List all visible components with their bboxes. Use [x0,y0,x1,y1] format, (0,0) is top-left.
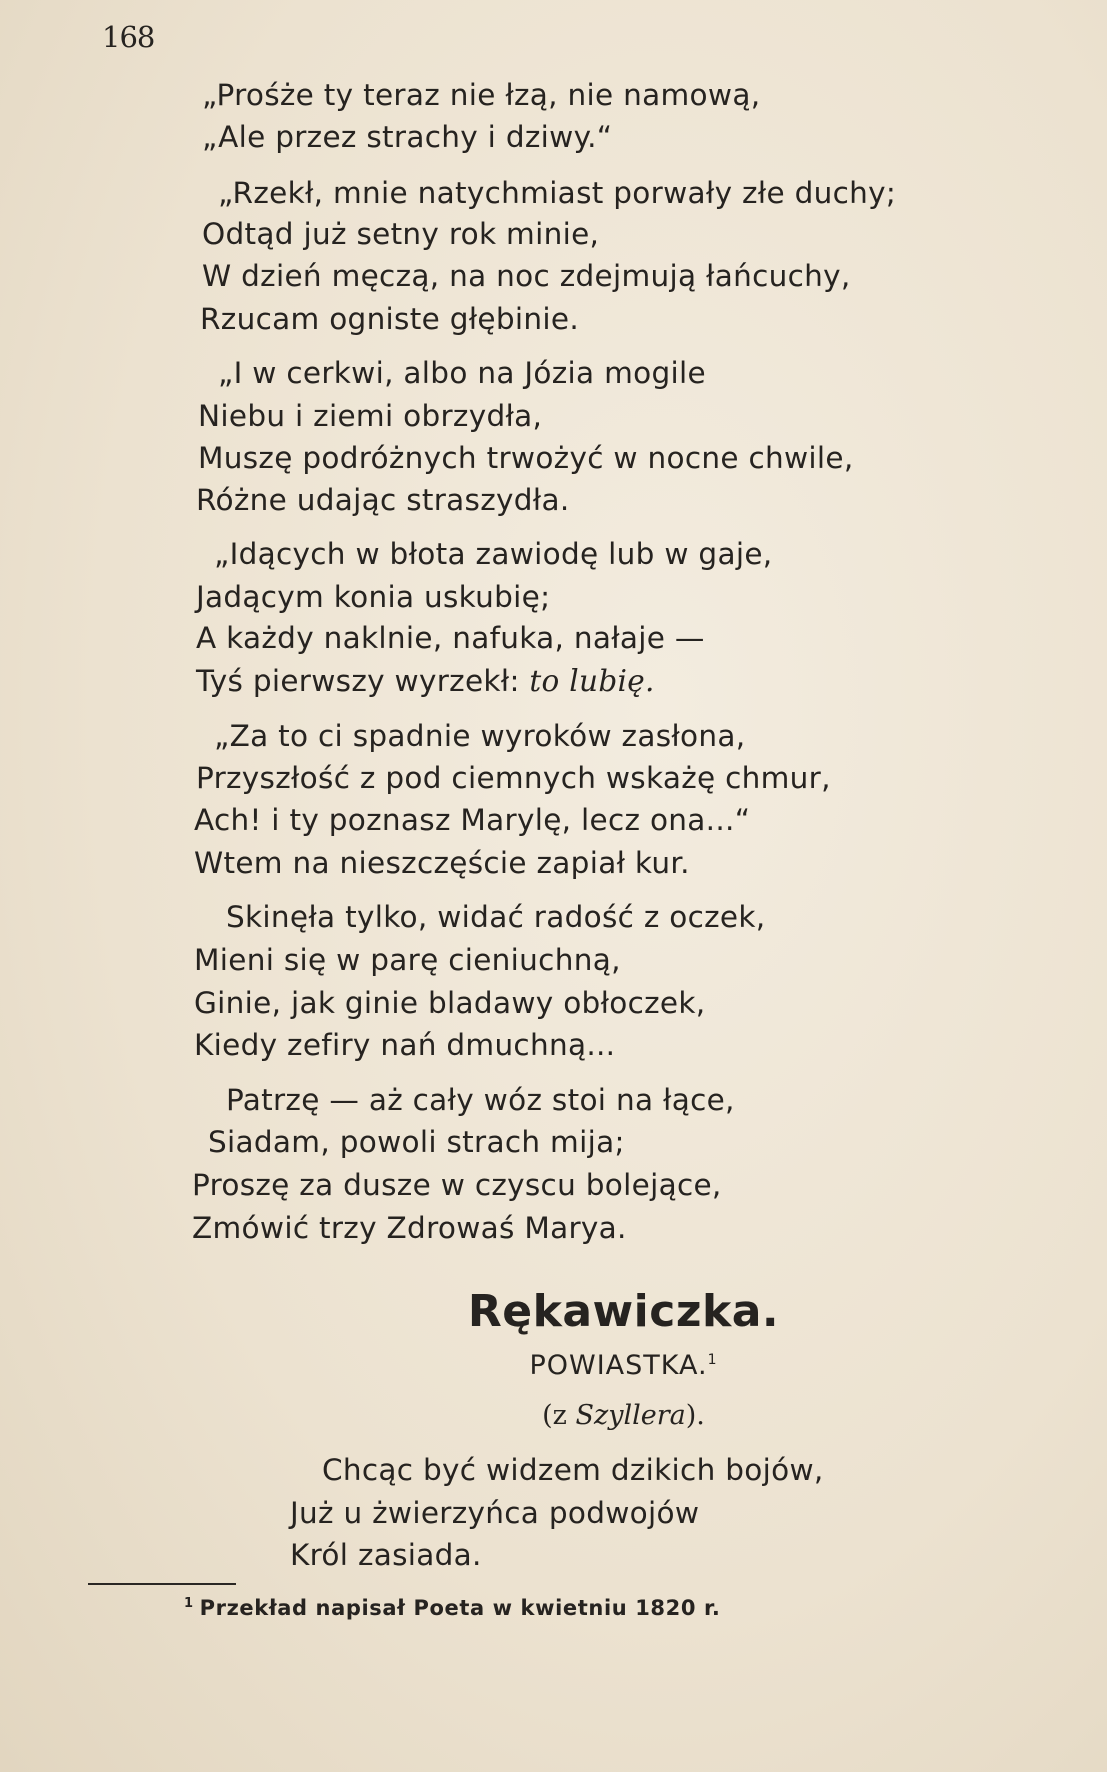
poem-line: Przyszłość z pod ciemnych wskażę chmur, [196,761,831,795]
poem-line: Odtąd już setny rok minie, [202,217,600,251]
poem-line: Wtem na nieszczęście zapiał kur. [194,846,690,880]
poem-line: Skinęła tylko, widać radość z oczek, [226,900,766,934]
poem-line-with-italic [196,661,655,701]
poem-line: „Prośże ty teraz nie łzą, nie namową, [202,78,761,112]
source-prefix: (z [542,1400,567,1431]
poem-title: Rękawiczka. [467,1286,780,1337]
poem-line: Muszę podróżnych trwożyć w nocne chwile, [198,441,854,475]
footnote-mark: 1 [184,1596,194,1611]
poem-line: A każdy naklnie, nafuka, nałaje — [196,621,705,655]
poem-line: Ach! i ty poznasz Marylę, lecz ona...“ [194,803,751,837]
poem-line: „Ale przez strachy i dziwy.“ [202,120,613,154]
poem-line-text: Tyś pierwszy wyrzekł: [196,664,520,698]
poem-line: Patrzę — aż cały wóz stoi na łące, [226,1083,735,1117]
footnote-reference: 1 [707,1352,718,1368]
poem-line: „Idących w błota zawiodę lub w gaje, [214,537,773,571]
subtitle-text: POWIASTKA. [529,1350,708,1381]
source-author: Szyllera [575,1400,686,1431]
poem-line: „Za to ci spadnie wyroków zasłona, [214,719,746,753]
source-suffix: ). [685,1400,705,1431]
poem-line: Chcąc być widzem dzikich bojów, [322,1453,824,1487]
poem-line: Zmówić trzy Zdrowaś Marya. [192,1211,627,1245]
poem-line: Już u żwierzyńca podwojów [290,1496,700,1530]
poem-line: Mieni się w parę cieniuchną, [194,943,621,977]
poem-line: W dzień męczą, na noc zdejmują łańcuchy, [202,259,851,293]
poem-subtitle [0,1350,1107,1381]
page-number: 168 [102,20,155,54]
poem-line: „I w cerkwi, albo na Józia mogile [218,356,706,390]
poem-line: Ginie, jak ginie bladawy obłoczek, [194,986,706,1020]
poem-line: „Rzekł, mnie natychmiast porwały złe duchy; [218,176,897,210]
poem-line: Siadam, powoli strach mija; [208,1125,625,1159]
footnote-text: Przekład napisał Poeta w kwietniu 1820 r. [199,1596,721,1620]
poem-line: Kiedy zefiry nań dmuchną... [194,1028,616,1062]
poem-source [0,1400,1107,1431]
poem-line: Różne udając straszydła. [196,483,570,517]
poem-line: Proszę za dusze w czyscu bolejące, [192,1168,722,1202]
poem-line: Rzucam ogniste głębinie. [200,302,580,336]
poem-line: Niebu i ziemi obrzydła, [198,399,543,433]
poem-line: Jadącym konia uskubię; [196,580,551,614]
poem-line: Król zasiada. [290,1538,482,1572]
italic-phrase: to lubię. [529,664,655,698]
footnote [184,1596,721,1620]
footnote-divider [88,1583,236,1585]
